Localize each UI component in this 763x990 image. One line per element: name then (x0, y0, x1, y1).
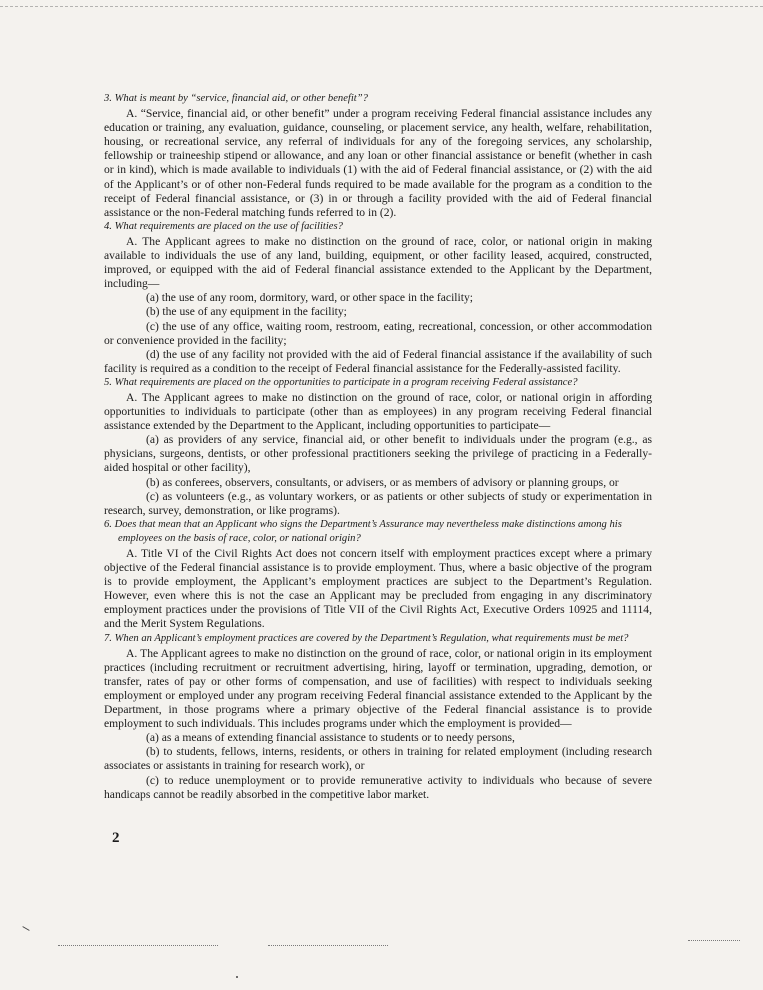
question-heading: 5. What requirements are placed on the opportunities to participate in a program receiving Federal assistance? (104, 376, 578, 388)
answer-paragraph: A. The Applicant agrees to make no distinction on the ground of race, color, or national origin in its employment practices (including recruitment or recruitment advertising, hiring, layoff or termination, upgrading, demotion, or transfer, rates of pay or other forms of compensation, and use of facilities) with respect to individuals seeking employment or employed under any program receiving Federal financial assistance extended to the Applicant by the Department, in those programs where a primary objective of the Federal financial assistance is to provide employment to such individuals. This includes programs under which the employment is provided— (104, 646, 652, 731)
scan-mark-line (58, 945, 218, 946)
qa-section-7 (104, 632, 652, 802)
question-heading: 3. What is meant by “service, financial aid, or other benefit”? (104, 93, 368, 104)
scan-speck (22, 926, 29, 931)
answer-paragraph: A. Title VI of the Civil Rights Act does not concern itself with employment practices except where a primary objective of the Federal financial assistance is to provide employment. Thus, where a basic objective of the program is to provide employment, the Applicant’s employment practices are subject to the Department’s Regulation. However, even where this is not the case an Applicant may be precluded from engaging in any discriminatory employment practices under the provisions of Title VII of the Civil Rights Act, Executive Orders 10925 and 11114, and the Merit System Regulations. (104, 547, 652, 631)
qa-section-6 (104, 518, 652, 632)
qa-section-3 (104, 92, 652, 220)
scan-mark-line (688, 940, 740, 941)
answer-paragraph: A. The Applicant agrees to make no distinction on the ground of race, color, or national origin in affording opportunities to individuals to participate (other than as employees) in any program receiving Federal financial assistance extended by the Department to the Applicant, including opportunities to participate— (104, 390, 652, 433)
list-item: (c) the use of any office, waiting room, restroom, eating, recreational, concession, or other accommodation or convenience provided in the facility; (104, 319, 652, 347)
list-item: (a) the use of any room, dormitory, ward, or other space in the facility; (146, 291, 473, 305)
scan-edge (0, 0, 763, 7)
qa-section-4 (104, 220, 652, 376)
question-heading: 7. When an Applicant’s employment practices are covered by the Department’s Regulation, what requirements must be met? (104, 632, 629, 644)
scan-speck (236, 976, 238, 978)
list-item: (b) as conferees, observers, consultants, or advisers, or as members of advisory or planning groups, or (146, 475, 619, 489)
list-item: (c) to reduce unemployment or to provide remunerative activity to individuals who because of severe handicaps cannot be readily absorbed in the competitive labor market. (104, 773, 652, 801)
list-item: (a) as a means of extending financial assistance to students or to needy persons, (146, 731, 515, 745)
list-item: (a) as providers of any service, financial aid, or other benefit to individuals under the program (e.g., as physicians, surgeons, dentists, or other professional practitioners seeking the privilege of practicing in a Federally-aided hospital or other facility), (104, 433, 652, 475)
page-number: 2 (112, 830, 120, 846)
list-item: (d) the use of any facility not provided with the aid of Federal financial assistance if the availability of such facility is required as a condition to the receipt of Federal financial assistance for the Federally-assisted facility. (104, 347, 652, 375)
list-item: (b) the use of any equipment in the facility; (146, 305, 347, 319)
document-page (104, 92, 652, 802)
list-item: (c) as volunteers (e.g., as voluntary workers, or as patients or other subjects of study or experimentation in research, survey, demonstration, or like programs). (104, 489, 652, 517)
answer-paragraph: A. The Applicant agrees to make no distinction on the ground of race, color, or national origin in making available to individuals the use of any land, building, equipment, or other facility leased, acquired, constructed, improved, or equipped with the aid of Federal financial assistance extended to the Applicant by the Department, including— (104, 234, 652, 291)
question-heading: 6. Does that mean that an Applicant who signs the Department’s Assurance may nevertheless make distinctions among his employees on the basis of race, color, or national origin? (104, 518, 622, 544)
qa-section-5 (104, 376, 652, 518)
scan-mark-line (268, 945, 388, 946)
answer-paragraph: A. “Service, financial aid, or other benefit” under a program receiving Federal financial assistance includes any education or training, any evaluation, guidance, counseling, or placement service, any health, welfare, rehabilitation, housing, or recreational service, any referral of individuals for any of the foregoing services, any scholarship, fellowship or traineeship stipend or allowance, and any loan or other financial assistance or benefit (whether in cash or in kind), which is made available to individuals (1) with the aid of Federal financial assistance, or (2) with the aid of the Applicant’s or of other non-Federal funds required to be made available for the program as a condition to the receipt of Federal financial assistance, or (3) in or through a facility provided with the aid of Federal financial assistance or the non-Federal matching funds referred to in (2). (104, 107, 652, 219)
question-heading: 4. What requirements are placed on the use of facilities? (104, 220, 343, 232)
list-item: (b) to students, fellows, interns, residents, or others in training for related employment (including research associates or assistants in training for research work), or (104, 745, 652, 773)
